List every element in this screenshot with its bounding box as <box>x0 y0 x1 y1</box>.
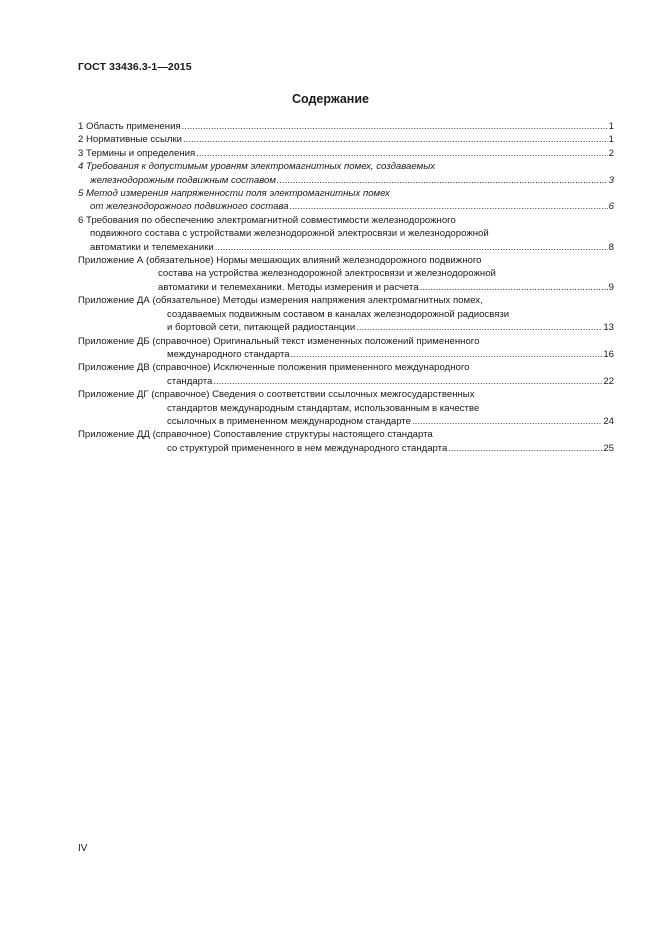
toc-entry-text-line: Приложение ДА (обязательное) Методы измерения напряжения электромагнитных помех, <box>78 295 483 307</box>
dot-leader <box>213 375 602 388</box>
dot-leader <box>420 281 608 294</box>
toc-entry-text-line: международного стандарта <box>167 348 290 360</box>
toc-entry-text-line: Приложение ДБ (справочное) Оригинальный текст измененных положений примененного <box>78 335 480 347</box>
toc-entry-text-line: 6 Требования по обеспечению электромагнитной совместимости железнодорожного <box>78 214 456 226</box>
toc-entry-text-line: со структурой примененного в нем международного стандарта <box>167 442 448 454</box>
toc-entry-text-line: железнодорожным подвижным составом <box>90 174 276 186</box>
toc-page-number: 2 <box>608 147 614 159</box>
toc-entry-text-line: и бортовой сети, питающей радиостанции <box>167 322 356 334</box>
toc-entry[interactable] <box>78 388 614 428</box>
toc-entry[interactable] <box>78 133 614 146</box>
toc-entry-text-line: 1 Область применения <box>78 121 181 132</box>
toc-entry-text-line: стандарта <box>167 375 213 387</box>
toc-entry[interactable] <box>78 214 614 254</box>
toc-entry[interactable] <box>78 294 614 334</box>
toc-page-number: 13 <box>603 322 614 334</box>
toc-entry-text-line: ссылочных в примененном международном стандарте <box>167 415 412 427</box>
toc-entry-text-line: автоматики и телемеханики <box>90 241 214 253</box>
toc-entry-text-line: от железнодорожного подвижного состава <box>90 201 289 213</box>
dot-leader <box>356 321 602 334</box>
toc-entry-text-line: 4 Требования к допустимым уровням электромагнитных помех, создаваемых <box>78 161 436 173</box>
toc-page-number: 25 <box>603 442 614 454</box>
dot-leader <box>215 241 608 254</box>
dot-leader <box>290 200 608 213</box>
toc-entry[interactable] <box>78 160 614 187</box>
toc-page-number: 9 <box>608 281 614 293</box>
toc-page-number: 1 <box>608 134 614 146</box>
toc-entry-text-line: Приложение ДГ (справочное) Сведения о соответствии ссылочных межгосударственных <box>78 389 475 401</box>
toc-entry[interactable] <box>78 187 614 214</box>
dot-leader <box>291 348 603 361</box>
toc-page-number: 1 <box>608 121 614 132</box>
dot-leader <box>412 415 602 428</box>
toc-entry[interactable] <box>78 335 614 362</box>
toc-entry-text-line: стандартов международным стандартам, использованным в качестве <box>167 402 480 414</box>
dot-leader <box>183 133 608 146</box>
table-of-contents <box>78 120 614 455</box>
toc-entry-text-line: автоматики и телемеханики. Методы измерения и расчета <box>158 281 419 293</box>
toc-page-number: 3 <box>608 174 614 186</box>
dot-leader <box>196 147 607 160</box>
toc-entry[interactable] <box>78 361 614 388</box>
toc-page-number: 8 <box>608 241 614 253</box>
toc-entry-text-line: 2 Нормативные ссылки <box>78 134 183 146</box>
dot-leader <box>182 120 608 133</box>
dot-leader <box>277 174 608 187</box>
toc-entry[interactable] <box>78 147 614 160</box>
dot-leader <box>448 442 602 455</box>
toc-entry-text-line: Приложение ДД (справочное) Сопоставление структуры настоящего стандарта <box>78 429 433 441</box>
toc-entry-text-line: 5 Метод измерения напряженности поля электромагнитных помех <box>78 188 390 200</box>
toc-entry-text-line: 3 Термины и определения <box>78 147 196 159</box>
contents-title: Содержание <box>291 92 369 106</box>
toc-page-number: 16 <box>603 348 614 360</box>
toc-entry-text-line: Приложение А (обязательное) Нормы мешающих влияний железнодорожного подвижного <box>78 255 482 267</box>
toc-page-number: 22 <box>603 375 614 387</box>
toc-entry[interactable] <box>78 120 614 133</box>
toc-page-number: 6 <box>608 201 614 213</box>
toc-entry[interactable] <box>78 428 614 455</box>
toc-entry-text-line: создаваемых подвижным составом в каналах железнодорожной радиосвязи <box>167 308 510 320</box>
toc-entry-text-line: Приложение ДВ (справочное) Исключенные положения примененного международного <box>78 362 470 374</box>
toc-entry[interactable] <box>78 254 614 294</box>
toc-entry-text-line: состава на устройства железнодорожной электросвязи и железнодорожной <box>158 268 496 280</box>
document-id-header: ГОСТ 33436.3-1—2015 <box>78 61 192 73</box>
toc-page-number: 24 <box>603 415 614 427</box>
page-number-footer: IV <box>78 843 88 854</box>
toc-entry-text-line: подвижного состава с устройствами железнодорожной электросвязи и железнодорожной <box>90 228 489 240</box>
